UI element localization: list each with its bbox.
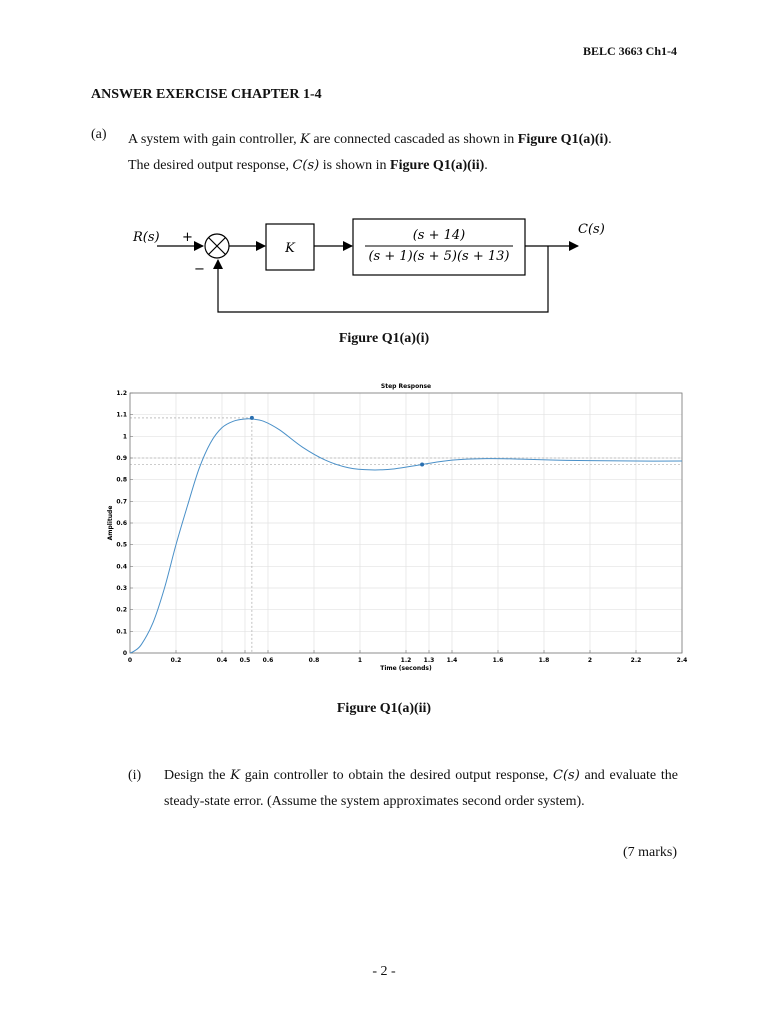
chart-grid xyxy=(130,393,682,653)
y-axis-label: Amplitude xyxy=(107,505,114,541)
text-segment: Design the xyxy=(164,768,231,783)
y-tick-label: 1.1 xyxy=(116,411,127,419)
y-tick-label: 0.5 xyxy=(116,541,127,549)
x-tick-label: 0 xyxy=(127,657,133,664)
y-tick-label: 0.1 xyxy=(116,628,127,636)
y-tick-label: 1 xyxy=(122,433,127,441)
y-tick-label: 0.6 xyxy=(116,520,127,527)
text-segment: and evaluate the steady-state error. (Assume the system approximates second order system). xyxy=(164,768,679,809)
x-tick-label: 2 xyxy=(587,657,593,664)
course-code-header: BELC 3663 Ch1-4 xyxy=(582,44,677,58)
data-markers xyxy=(250,416,424,467)
figure-reference: Figure Q1(a)(i) xyxy=(517,132,609,147)
page-number: - 2 - xyxy=(372,964,396,979)
minus-sign: − xyxy=(194,262,205,277)
marks-allocation: (7 marks) xyxy=(622,845,677,860)
sub-question-i xyxy=(128,763,678,843)
figure-caption-chart: Figure Q1(a)(ii) xyxy=(336,701,432,716)
figure-reference: Figure Q1(a)(ii) xyxy=(390,158,485,173)
y-tick-label: 1.2 xyxy=(116,390,127,397)
y-tick-label: 0.2 xyxy=(116,606,127,614)
x-tick-label: 0.4 xyxy=(216,657,228,664)
chart-title: Step Response xyxy=(380,383,432,390)
x-tick-label: 1.8 xyxy=(538,657,550,664)
y-tick-label: 0.7 xyxy=(116,498,127,506)
x-tick-label: 1 xyxy=(357,657,363,664)
page-title: ANSWER EXERCISE CHAPTER 1-4 xyxy=(91,87,322,102)
x-tick-label: 0.8 xyxy=(308,657,320,664)
x-tick-label: 2.2 xyxy=(630,657,642,664)
gain-label: K xyxy=(285,241,295,256)
x-tick-label: 0.6 xyxy=(262,657,274,664)
text-segment: is shown in xyxy=(319,158,391,173)
data-marker-point xyxy=(420,463,424,467)
y-tick-label: 0.8 xyxy=(116,476,127,484)
x-axis-ticks xyxy=(128,650,687,664)
text-segment: . xyxy=(608,132,612,147)
question-text xyxy=(128,127,688,179)
question-a xyxy=(91,127,691,179)
text-segment: . xyxy=(484,158,488,173)
output-label: C(s) xyxy=(578,222,605,237)
text-segment: The desired output response, xyxy=(128,158,293,173)
x-tick-label: 1.4 xyxy=(446,657,458,664)
question-label: (a) xyxy=(91,127,107,142)
tf-denominator: (s + 1)(s + 5)(s + 13) xyxy=(368,249,510,264)
var-k: K xyxy=(300,132,310,147)
var-cs: C(s) xyxy=(553,768,580,783)
x-tick-label: 1.3 xyxy=(423,657,435,664)
text-segment: are connected cascaded as shown in xyxy=(309,132,518,147)
x-tick-label: 1.6 xyxy=(492,657,504,664)
x-tick-label: 0.2 xyxy=(170,657,182,664)
tf-numerator: (s + 14) xyxy=(412,228,466,243)
var-cs: C(s) xyxy=(292,158,320,173)
x-tick-label: 1.2 xyxy=(400,657,412,664)
input-label: R(s) xyxy=(133,230,160,245)
sub-question-text xyxy=(164,763,678,815)
var-k: K xyxy=(230,768,240,783)
x-tick-label: 2.4 xyxy=(676,657,688,664)
y-tick-label: 0.9 xyxy=(116,455,127,462)
x-tick-label: 0.5 xyxy=(239,657,251,664)
sub-question-label: (i) xyxy=(128,768,142,783)
block-diagram xyxy=(0,200,768,330)
y-tick-label: 0.3 xyxy=(116,585,127,592)
text-segment: gain controller to obtain the desired output response, xyxy=(240,768,554,783)
y-axis-ticks xyxy=(116,390,133,657)
summing-junction xyxy=(205,234,229,258)
figure-caption-diagram: Figure Q1(a)(i) xyxy=(338,331,430,346)
data-marker-point xyxy=(250,416,254,420)
y-tick-label: 0.4 xyxy=(116,563,127,571)
plus-sign: + xyxy=(182,230,193,245)
x-axis-label: Time (seconds) xyxy=(380,665,432,672)
y-tick-label: 0 xyxy=(122,650,127,657)
text-segment: A system with gain controller, xyxy=(128,132,301,147)
step-response-chart xyxy=(100,375,700,680)
